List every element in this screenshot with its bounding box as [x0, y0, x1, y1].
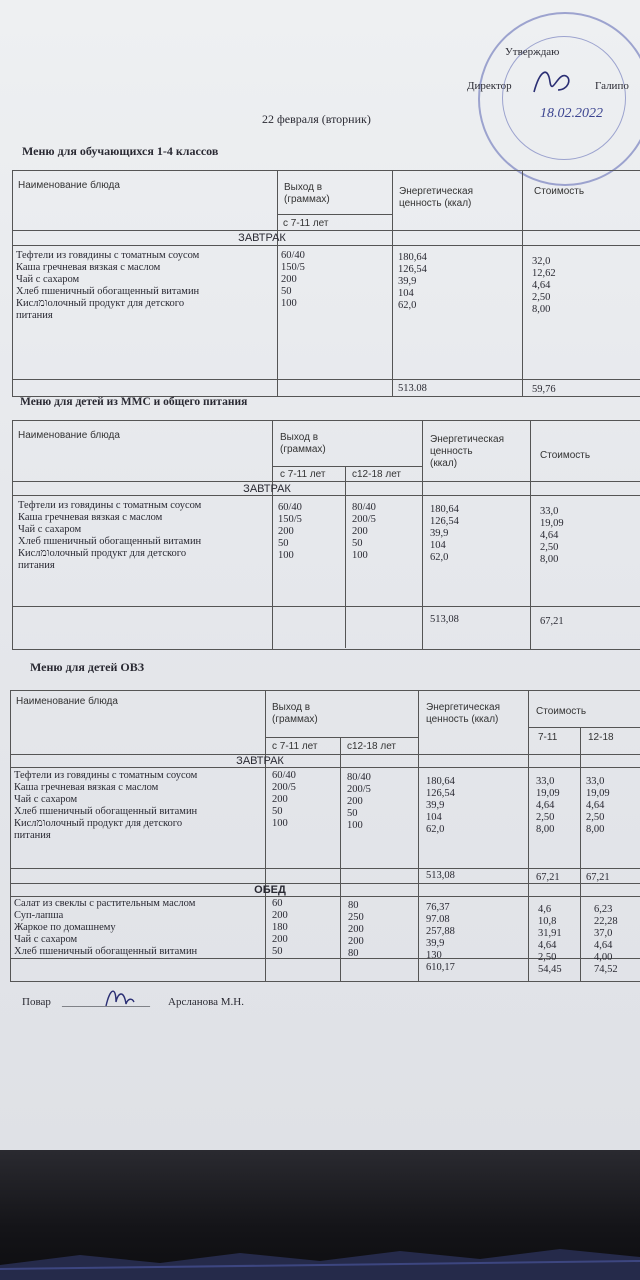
- t2-head-energy: Энергетическая ценность (ккал): [430, 434, 504, 469]
- t3-head-cost-12-18: 12-18: [588, 732, 614, 743]
- t2-breakfast-label: ЗАВТРАК: [243, 483, 291, 495]
- t1-head-cost: Стоимость: [534, 186, 585, 197]
- t3-portions-7-11: 60/40 200/5 200 50 100: [272, 770, 296, 829]
- t1-head-dish: Наименование блюда: [18, 180, 120, 191]
- t2-cost: 33,0 19,09 4,64 2,50 8,00: [540, 506, 564, 565]
- t3-lunch-total-cost-7-11: 54,45: [538, 964, 562, 975]
- fabric-pattern: [0, 1235, 640, 1280]
- table1-title: Меню для обучающихся 1-4 классов: [22, 144, 219, 158]
- t2-portions-12-18: 80/40 200/5 200 50 100: [352, 502, 376, 561]
- t3-portions-12-18: 80/40 200/5 200 50 100: [347, 772, 371, 831]
- table2-title: Меню для детей из ММС и общего питания: [20, 396, 248, 408]
- t1-portions: 60/40 150/5 200 50 100: [281, 250, 305, 309]
- t3-head-energy: Энергетическая ценность (ккал): [426, 702, 500, 725]
- t3-lunch-portions-12-18: 80 250 200 200 80: [348, 900, 364, 959]
- t2-head-output: Выход в (граммах): [280, 432, 326, 455]
- t1-breakfast-label: ЗАВТРАК: [238, 232, 286, 244]
- cook-signature-line: ________________: [62, 996, 150, 1008]
- t2-portions-7-11: 60/40 150/5 200 50 100: [278, 502, 302, 561]
- t3-lunch-dishes: Салат из свеклы с растительным маслом Суп-лапша Жаркое по домашнему Чай с сахаром Хлеб пшеничный обогащенный витамин: [14, 898, 198, 957]
- t3-head-age2: с12-18 лет: [347, 741, 396, 752]
- t1-dishes: Тефтели из говядины с томатным соусом Каша гречневая вязкая с маслом Чай с сахаром Хлеб пшеничный обогащенный витамин Кислומолочный продукт для детского питания: [16, 250, 200, 321]
- t3-head-age1: с 7-11 лет: [272, 741, 318, 752]
- t3-lunch-cost-12-18: 6,23 22,28 37,0 4,64 4,00: [594, 904, 618, 963]
- table3-title: Меню для детей ОВЗ: [30, 660, 145, 674]
- t3-head-cost: Стоимость: [536, 706, 587, 717]
- t2-dishes: Тефтели из говядины с томатным соусом Каша гречневая вязкая с маслом Чай с сахаром Хлеб пшеничный обогащенный витамин Кислומолочный продукт для детского питания: [18, 500, 202, 571]
- menu-date: 22 февраля (вторник): [262, 112, 371, 126]
- t3-total-cost-12-18: 67,21: [586, 872, 610, 883]
- t3-lunch-label: ОБЕД: [254, 884, 286, 896]
- t3-lunch-total-cost-12-18: 74,52: [594, 964, 618, 975]
- t3-lunch-energy: 76,37 97.08 257,88 39,9 130: [426, 902, 455, 961]
- t2-total-cost: 67,21: [540, 616, 564, 627]
- t3-head-cost-7-11: 7-11: [538, 732, 558, 743]
- cook-name: Арсланова М.Н.: [168, 996, 244, 1008]
- t3-lunch-portions-7-11: 60 200 180 200 50: [272, 898, 288, 957]
- t3-head-output: Выход в (граммах): [272, 702, 318, 725]
- t3-energy: 180,64 126,54 39,9 104 62,0: [426, 776, 455, 835]
- t3-head-dish: Наименование блюда: [16, 696, 118, 707]
- t2-head-dish: Наименование блюда: [18, 430, 120, 441]
- t1-cost: 32,0 12,62 4,64 2,50 8,00: [532, 256, 556, 315]
- t3-total-energy: 513,08: [426, 870, 455, 881]
- t3-lunch-cost-7-11: 4,6 10,8 31,91 4,64 2,50: [538, 904, 562, 963]
- t2-head-age1: с 7-11 лет: [280, 469, 326, 480]
- t1-head-output: Выход в (граммах): [284, 182, 330, 205]
- t2-head-age2: с12-18 лет: [352, 469, 401, 480]
- approval-date: 18.02.2022: [540, 106, 603, 121]
- t1-total-cost: 59,76: [532, 384, 556, 395]
- t1-energy: 180,64 126,54 39,9 104 62,0: [398, 252, 427, 311]
- t2-head-cost: Стоимость: [540, 450, 591, 461]
- t3-cost-12-18: 33,0 19,09 4,64 2,50 8,00: [586, 776, 610, 835]
- t1-total-energy: 513.08: [398, 383, 427, 394]
- director-name: Галипо: [595, 80, 629, 92]
- t3-breakfast-label: ЗАВТРАК: [236, 755, 284, 767]
- t1-head-age: с 7-11 лет: [283, 218, 329, 229]
- t2-energy: 180,64 126,54 39,9 104 62,0: [430, 504, 459, 563]
- t3-cost-7-11: 33,0 19,09 4,64 2,50 8,00: [536, 776, 560, 835]
- director-label: Директор: [467, 80, 512, 92]
- cook-signature: [100, 984, 140, 1012]
- director-signature: [528, 62, 578, 102]
- t3-lunch-total-energy: 610,17: [426, 962, 455, 973]
- cook-label: Повар: [22, 996, 51, 1008]
- approve-label: Утверждаю: [505, 46, 560, 58]
- background-surface: [0, 1150, 640, 1280]
- t1-head-energy: Энергетическая ценность (ккал): [399, 186, 473, 209]
- t3-dishes: Тефтели из говядины с томатным соусом Каша гречневая вязкая с маслом Чай с сахаром Хлеб пшеничный обогащенный витамин Кислומолочный продукт для детского питания: [14, 770, 198, 841]
- t3-total-cost-7-11: 67,21: [536, 872, 560, 883]
- t2-total-energy: 513,08: [430, 614, 459, 625]
